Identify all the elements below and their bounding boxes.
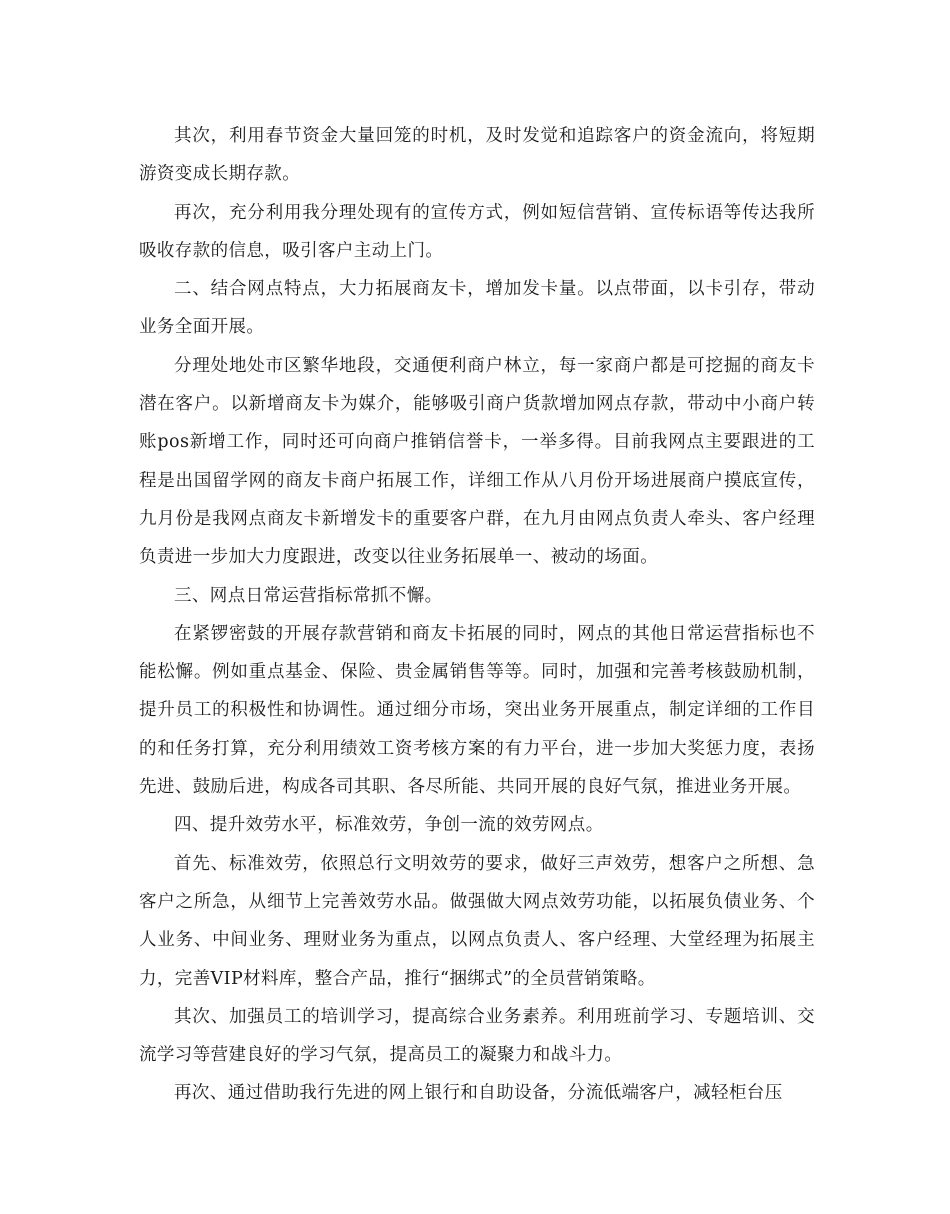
- paragraph-7: 四、提升效劳水平，标准效劳，争创一流的效劳网点。: [174, 815, 604, 836]
- paragraph-4: 分理处地处市区繁华地段，交通便利商户林立，每一家商户都是可挖掘的商友卡潜在客户。以新增商友卡为媒介，能够吸引商户货款增加网点存款，带动中小商户转账pos新增工作，同时还可向商户推销信誉卡，一举多得。目前我网点主要跟进的工程是出国留学网的商友卡商户拓展工作，详细工作从八月份开场进展商户摸底宣传，九月份是我网点商友卡新增发卡的重要客户群，在九月由网点负责人牵头、客户经理负责进一步加大力度跟进，改变以往业务拓展单一、被动的场面。: [139, 355, 815, 568]
- paragraph-8: 首先、标准效劳，依照总行文明效劳的要求，做好三声效劳，想客户之所想、急客户之所急，从细节上完善效劳水品。做强做大网点效劳功能，以拓展负债业务、个人业务、中间业务、理财业务为重点，以网点负责人、客户经理、大堂经理为拓展主力，完善VIP材料库，整合产品，推行“捆绑式”的全员营销策略。: [139, 853, 815, 989]
- paragraph-5: 三、网点日常运营指标常抓不懈。: [174, 585, 443, 606]
- paragraph-1: 其次，利用春节资金大量回笼的时机，及时发觉和追踪客户的资金流向，将短期游资变成长期存款。: [139, 126, 815, 185]
- paragraph-10: 再次、通过借助我行先进的网上银行和自助设备，分流低端客户，减轻柜台压: [174, 1083, 783, 1104]
- paragraph-6: 在紧锣密鼓的开展存款营销和商友卡拓展的同时，网点的其他日常运营指标也不能松懈。例如重点基金、保险、贵金属销售等等。同时，加强和完善考核鼓励机制，提升员工的积极性和协调性。通过细分市场，突出业务开展重点，制定详细的工作目的和任务打算，充分利用绩效工资考核方案的有力平台，进一步加大奖惩力度，表扬先进、鼓励后进，构成各司其职、各尽所能、共同开展的良好气氛，推进业务开展。: [139, 623, 815, 798]
- paragraph-9: 其次、加强员工的培训学习，提高综合业务素养。利用班前学习、专题培训、交流学习等营建良好的学习气氛，提高员工的凝聚力和战斗力。: [139, 1006, 815, 1066]
- paragraph-2: 再次，充分利用我分理处现有的宣传方式，例如短信营销、宣传标语等传达我所吸收存款的信息，吸引客户主动上门。: [139, 202, 815, 261]
- paragraph-3: 二、结合网点特点，大力拓展商友卡，增加发卡量。以点带面，以卡引存，带动业务全面开展。: [139, 279, 815, 338]
- document-body: [139, 117, 815, 1113]
